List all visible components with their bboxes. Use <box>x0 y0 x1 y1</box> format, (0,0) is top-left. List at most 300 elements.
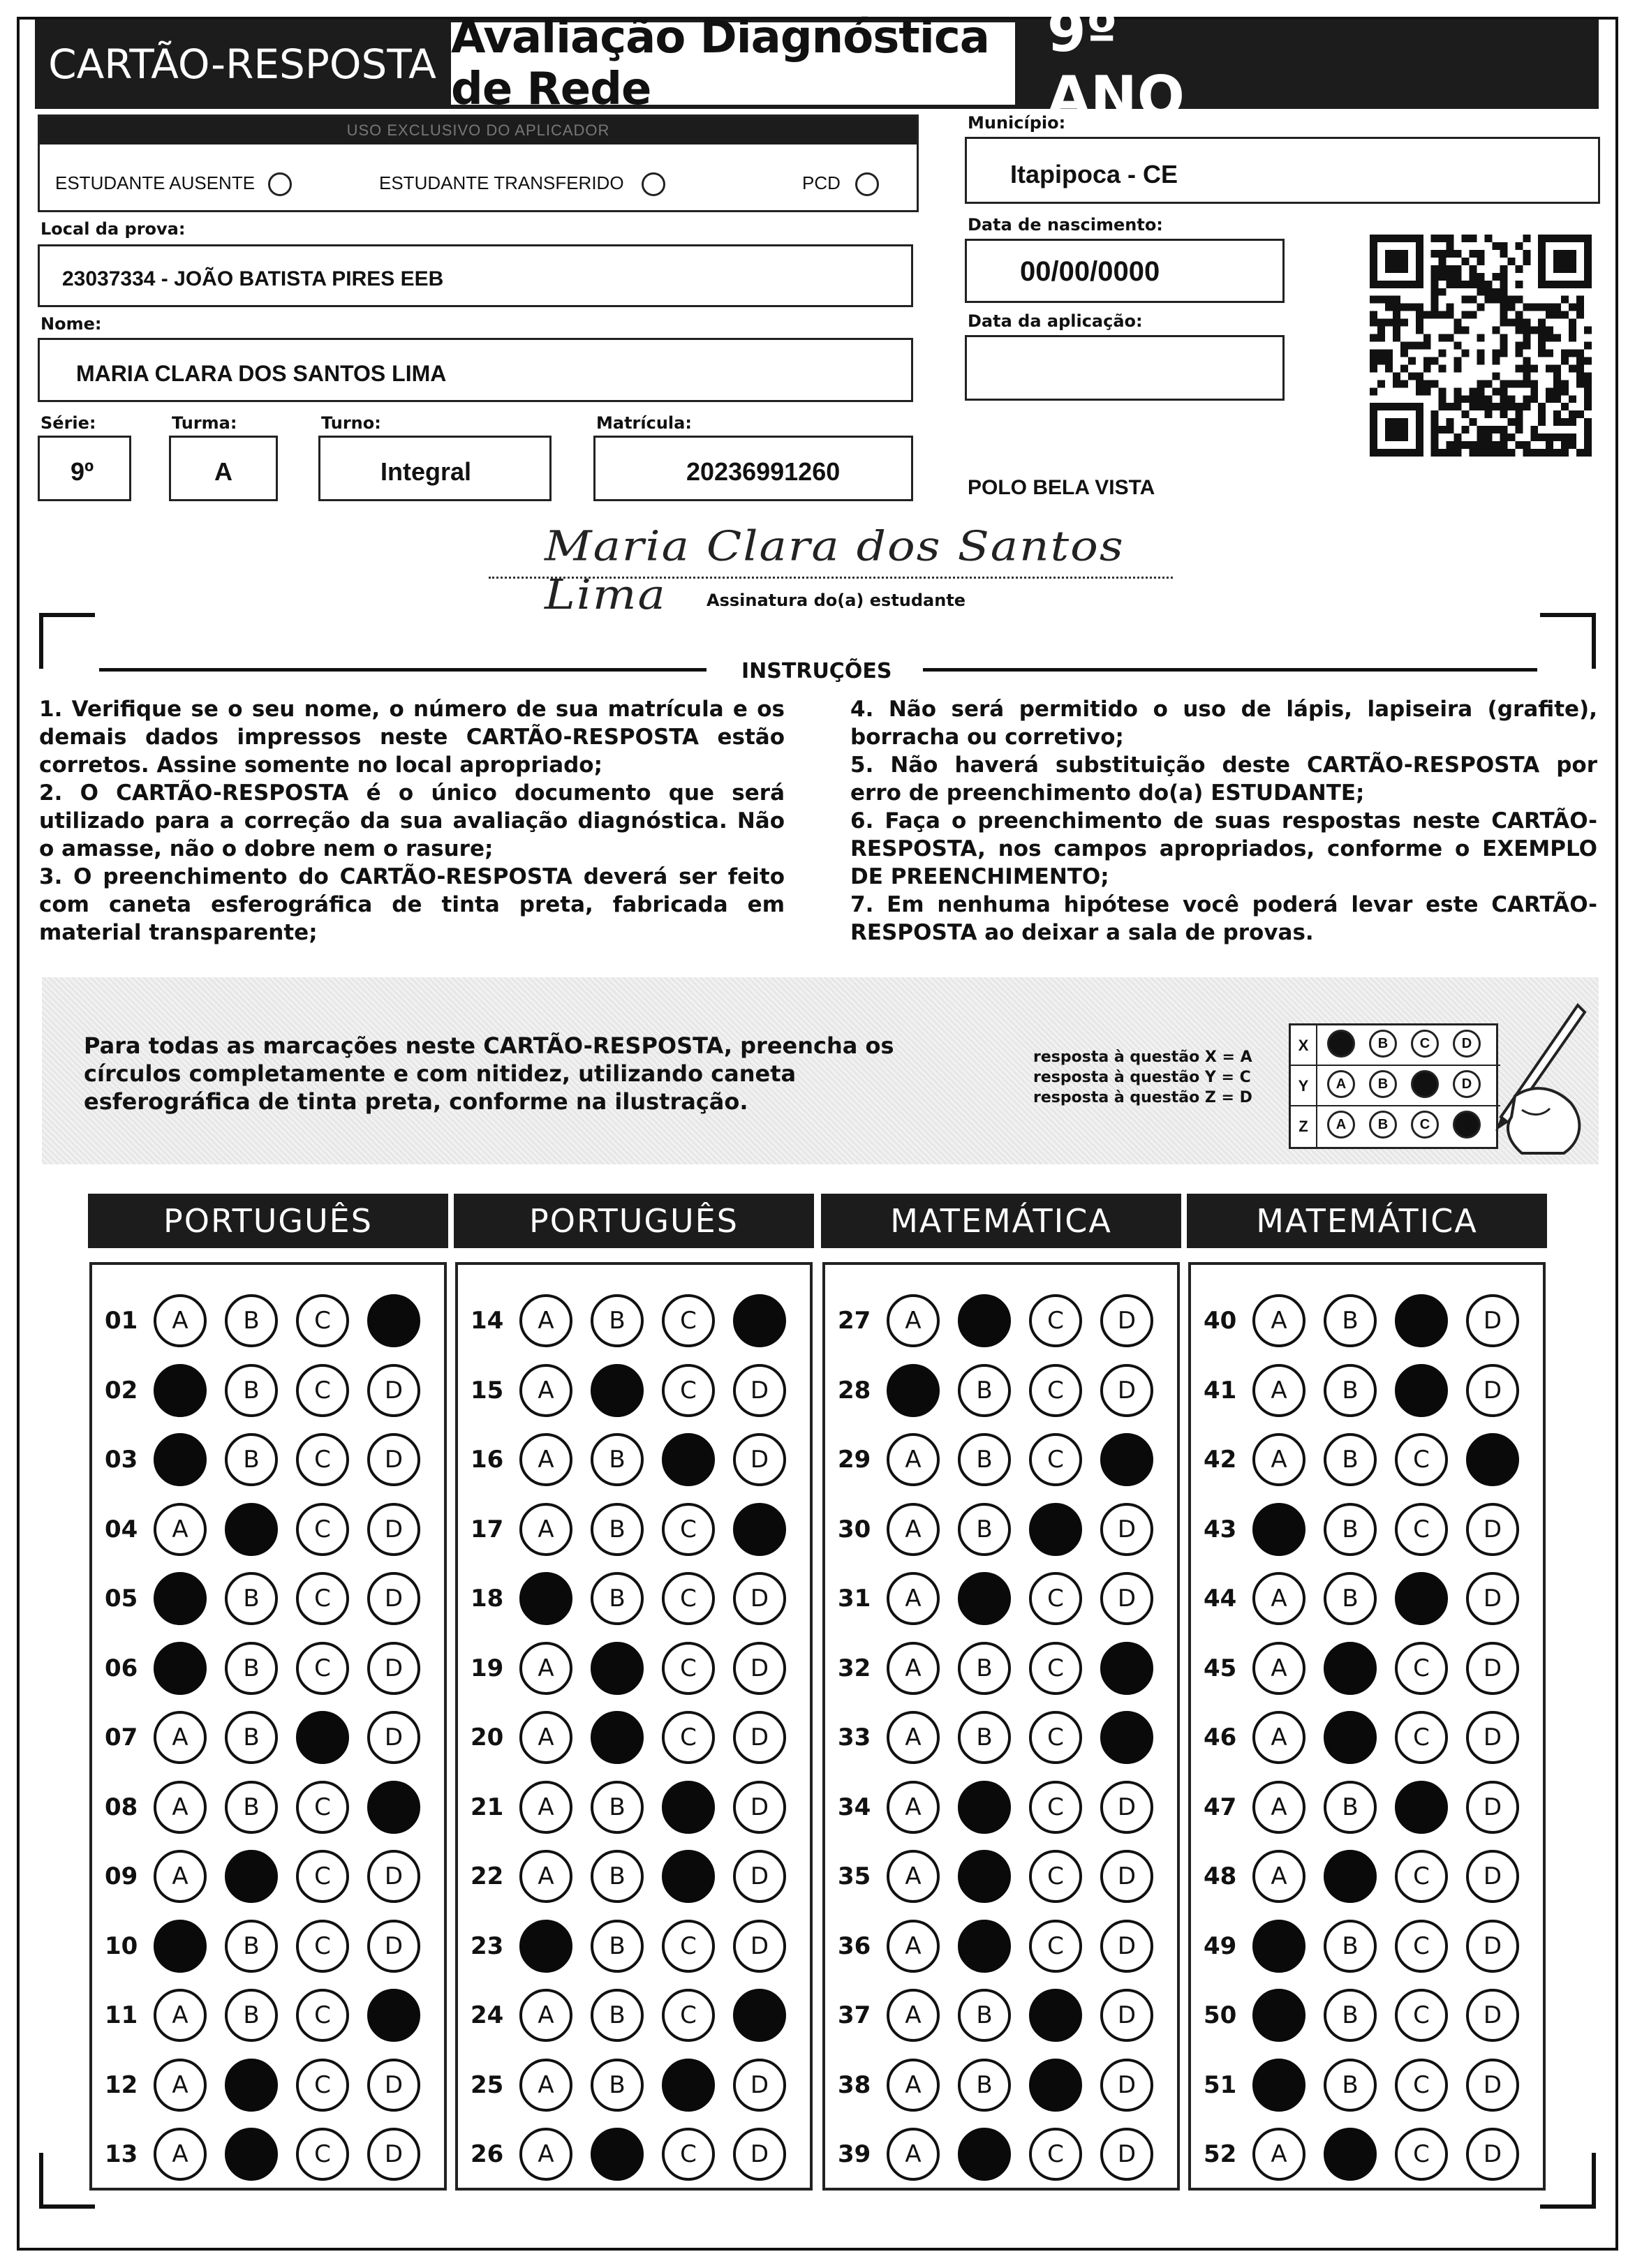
answer-bubble-a[interactable]: A <box>1252 1294 1305 1347</box>
answer-bubble-d[interactable]: D <box>1466 1294 1519 1347</box>
answer-bubble-b[interactable]: B <box>1324 1503 1377 1556</box>
answer-bubble-c[interactable]: C <box>662 1503 715 1556</box>
answer-bubble-c[interactable]: C <box>1395 1711 1448 1764</box>
answer-bubble-a[interactable]: A <box>887 1850 940 1903</box>
turma-field[interactable] <box>169 436 278 501</box>
instruction-item: 3. O preenchimento do CARTÃO-RESPOSTA deverá ser feito com caneta esferográfica de tinta preta, fabricada em material transparente; <box>39 864 785 945</box>
answer-bubble-c[interactable]: C <box>662 1572 715 1625</box>
matricula-field[interactable] <box>593 436 913 501</box>
question-column <box>89 1262 447 2191</box>
question-row <box>825 1432 1177 1488</box>
answer-bubble-a[interactable]: A <box>519 1920 572 1973</box>
answer-bubble-d[interactable]: D <box>1100 1711 1153 1764</box>
answer-bubble-d[interactable]: D <box>367 1711 420 1764</box>
answer-bubble-b[interactable]: B <box>1324 2059 1377 2112</box>
answer-bubble-b[interactable]: B <box>958 2128 1011 2181</box>
answer-bubble-d[interactable]: D <box>733 1572 786 1625</box>
corner-mark-bottom-left <box>39 2153 95 2209</box>
question-row <box>1191 1571 1543 1626</box>
answer-bubble-c[interactable]: C <box>662 1781 715 1834</box>
question-number: 41 <box>1204 1376 1237 1404</box>
answer-bubble-c[interactable]: C <box>296 1850 349 1903</box>
example-bubble-b: B <box>1369 1111 1397 1139</box>
corner-mark-bottom-right <box>1540 2153 1596 2209</box>
instruction-item: 6. Faça o preenchimento de suas respostas neste CARTÃO-RESPOSTA, nos campos apropriados, conforme o EXEMPLO DE PREENCHIMENTO; <box>850 808 1597 889</box>
answer-bubble-b[interactable]: B <box>225 1781 278 1834</box>
answer-bubble-d[interactable]: D <box>1100 1781 1153 1834</box>
answer-bubble-b[interactable]: B <box>225 1433 278 1486</box>
answer-bubble-c[interactable]: C <box>1395 2128 1448 2181</box>
question-row <box>92 1710 444 1765</box>
answer-bubble-d[interactable]: D <box>1100 2059 1153 2112</box>
question-row <box>458 1918 810 1974</box>
question-number: 21 <box>471 1793 504 1821</box>
answer-bubble-d[interactable]: D <box>733 1433 786 1486</box>
answer-bubble-d[interactable]: D <box>733 2128 786 2181</box>
answer-bubble-b[interactable]: B <box>958 1850 1011 1903</box>
question-row <box>825 1779 1177 1835</box>
answer-bubble-d[interactable]: D <box>733 1294 786 1347</box>
question-number: 09 <box>105 1862 138 1890</box>
answer-bubble-d[interactable]: D <box>1100 1294 1153 1347</box>
answer-bubble-c[interactable]: C <box>1029 1781 1082 1834</box>
answer-bubble-a[interactable]: A <box>154 1781 207 1834</box>
answer-bubble-a[interactable]: A <box>1252 1642 1305 1695</box>
nascimento-field[interactable] <box>965 239 1285 303</box>
question-row <box>92 1987 444 2043</box>
municipio-field[interactable] <box>965 137 1600 204</box>
matricula-label: Matrícula: <box>596 413 692 433</box>
answer-bubble-a[interactable]: A <box>519 1294 572 1347</box>
answer-bubble-d[interactable]: D <box>1466 1781 1519 1834</box>
answer-bubble-a[interactable]: A <box>519 1503 572 1556</box>
answer-bubble-d[interactable]: D <box>1466 1989 1519 2042</box>
answer-bubble-b[interactable]: B <box>1324 1364 1377 1417</box>
answer-bubble-a[interactable]: A <box>154 1503 207 1556</box>
question-number: 15 <box>471 1376 504 1404</box>
answer-bubble-a[interactable]: A <box>519 1433 572 1486</box>
answer-bubble-a[interactable]: A <box>154 1920 207 1973</box>
pcd-option[interactable] <box>802 172 879 196</box>
answer-bubble-a[interactable]: A <box>1252 1572 1305 1625</box>
answer-bubble-a[interactable]: A <box>887 2059 940 2112</box>
transferred-label: ESTUDANTE TRANSFERIDO <box>379 172 624 193</box>
question-number: 11 <box>105 2001 138 2029</box>
serie-value: 9º <box>71 457 94 486</box>
question-row <box>92 1571 444 1626</box>
answer-bubble-d[interactable]: D <box>733 1642 786 1695</box>
answer-bubble-c[interactable]: C <box>1029 1364 1082 1417</box>
turno-label: Turno: <box>321 413 381 433</box>
answer-bubble-c[interactable]: C <box>296 1989 349 2042</box>
instruction-item: 2. O CARTÃO-RESPOSTA é o único documento que será utilizado para a correção da sua avaliação diagnóstica. Não o amasse, não o dobre nem o rasure; <box>39 780 785 861</box>
question-number: 47 <box>1204 1793 1237 1821</box>
answer-bubble-b[interactable]: B <box>591 1920 644 1973</box>
answer-bubble-c[interactable]: C <box>1029 1433 1082 1486</box>
answer-bubble-c[interactable]: C <box>296 1920 349 1973</box>
answer-bubble-b[interactable]: B <box>591 1364 644 1417</box>
answer-bubble-d[interactable]: D <box>1100 1920 1153 1973</box>
answer-bubble-b[interactable]: B <box>958 1433 1011 1486</box>
question-row <box>825 1710 1177 1765</box>
answer-bubble-d[interactable]: D <box>1466 2128 1519 2181</box>
answer-bubble-a[interactable]: A <box>519 1989 572 2042</box>
transferred-option[interactable] <box>379 172 665 196</box>
question-number: 45 <box>1204 1654 1237 1682</box>
column-header: MATEMÁTICA <box>1187 1194 1547 1248</box>
answer-bubble-b[interactable]: B <box>1324 1294 1377 1347</box>
example-key: resposta à questão Z = D <box>1033 1089 1252 1106</box>
answer-bubble-b[interactable]: B <box>958 1572 1011 1625</box>
answer-bubble-a[interactable]: A <box>887 1433 940 1486</box>
answer-bubble-d[interactable]: D <box>367 1572 420 1625</box>
answer-bubble-d[interactable]: D <box>1100 1850 1153 1903</box>
serie-label: Série: <box>40 413 96 433</box>
pcd-checkbox[interactable] <box>855 172 879 196</box>
answer-bubble-a[interactable]: A <box>154 2059 207 2112</box>
answer-bubble-b[interactable]: B <box>225 1503 278 1556</box>
answer-bubble-b[interactable]: B <box>1324 1920 1377 1973</box>
answer-bubble-d[interactable]: D <box>1466 1920 1519 1973</box>
answer-bubble-d[interactable]: D <box>367 1364 420 1417</box>
answer-bubble-c[interactable]: C <box>296 1364 349 1417</box>
answer-bubble-c[interactable]: C <box>1029 1572 1082 1625</box>
question-number: 32 <box>838 1654 871 1682</box>
answer-bubble-c[interactable]: C <box>662 1642 715 1695</box>
answer-bubble-b[interactable]: B <box>958 1920 1011 1973</box>
answer-bubble-b[interactable]: B <box>225 1364 278 1417</box>
question-number: 25 <box>471 2070 504 2099</box>
answer-bubble-d[interactable]: D <box>367 1294 420 1347</box>
answer-bubble-c[interactable]: C <box>1395 1642 1448 1695</box>
question-column <box>1188 1262 1546 2191</box>
question-number: 12 <box>105 2070 138 2099</box>
answer-bubble-c[interactable]: C <box>662 1711 715 1764</box>
answer-bubble-c[interactable]: C <box>1395 1572 1448 1625</box>
question-number: 17 <box>471 1515 504 1543</box>
answer-bubble-c[interactable]: C <box>1029 1711 1082 1764</box>
answer-bubble-c[interactable]: C <box>1395 1364 1448 1417</box>
question-row <box>1191 1502 1543 1557</box>
answer-bubble-d[interactable]: D <box>1100 1989 1153 2042</box>
question-number: 35 <box>838 1862 871 1890</box>
answer-bubble-c[interactable]: C <box>296 1781 349 1834</box>
question-row <box>1191 2126 1543 2182</box>
question-row <box>1191 1848 1543 1904</box>
answer-bubble-b[interactable]: B <box>591 1781 644 1834</box>
answer-bubble-b[interactable]: B <box>958 1711 1011 1764</box>
corner-mark-top-right <box>1540 613 1596 669</box>
answer-bubble-c[interactable]: C <box>662 1294 715 1347</box>
answer-bubble-c[interactable]: C <box>662 1433 715 1486</box>
question-row <box>458 1848 810 1904</box>
answer-bubble-d[interactable]: D <box>1466 1503 1519 1556</box>
question-row <box>825 1502 1177 1557</box>
answer-bubble-c[interactable]: C <box>662 2059 715 2112</box>
answer-bubble-d[interactable]: D <box>1100 1364 1153 1417</box>
answer-bubble-b[interactable]: B <box>591 1850 644 1903</box>
question-row <box>458 2126 810 2182</box>
answer-bubble-c[interactable]: C <box>296 1503 349 1556</box>
answer-bubble-b[interactable]: B <box>225 1572 278 1625</box>
answer-bubble-b[interactable]: B <box>958 2059 1011 2112</box>
answer-bubble-a[interactable]: A <box>519 1850 572 1903</box>
answer-bubble-d[interactable]: D <box>733 1920 786 1973</box>
answer-bubble-a[interactable]: A <box>1252 2128 1305 2181</box>
signature-handwriting: Maria Clara dos Santos Lima <box>545 521 1125 619</box>
question-row <box>458 1710 810 1765</box>
answer-bubble-d[interactable]: D <box>367 1642 420 1695</box>
answer-bubble-b[interactable]: B <box>958 1781 1011 1834</box>
question-column <box>455 1262 813 2191</box>
answer-bubble-d[interactable]: D <box>1466 1850 1519 1903</box>
question-number: 07 <box>105 1724 138 1751</box>
answer-bubble-b[interactable]: B <box>1324 1711 1377 1764</box>
answer-bubble-d[interactable]: D <box>367 1989 420 2042</box>
answer-bubble-a[interactable]: A <box>887 1503 940 1556</box>
question-row <box>1191 1710 1543 1765</box>
answer-bubble-b[interactable]: B <box>591 1711 644 1764</box>
answer-bubble-c[interactable]: C <box>1029 1989 1082 2042</box>
answer-bubble-a[interactable]: A <box>1252 2059 1305 2112</box>
answer-bubble-a[interactable]: A <box>887 1294 940 1347</box>
answer-bubble-d[interactable]: D <box>733 1364 786 1417</box>
question-row <box>92 1640 444 1696</box>
answer-bubble-d[interactable]: D <box>1466 1364 1519 1417</box>
answer-bubble-c[interactable]: C <box>1395 1850 1448 1903</box>
answer-bubble-d[interactable]: D <box>1100 1433 1153 1486</box>
answer-bubble-b[interactable]: B <box>958 1642 1011 1695</box>
answer-bubble-a[interactable]: A <box>887 1989 940 2042</box>
answer-bubble-a[interactable]: A <box>1252 1781 1305 1834</box>
answer-bubble-b[interactable]: B <box>958 1294 1011 1347</box>
answer-bubble-a[interactable]: A <box>519 1364 572 1417</box>
name-field[interactable] <box>38 338 913 402</box>
answer-bubble-a[interactable]: A <box>887 1781 940 1834</box>
question-row <box>92 1502 444 1557</box>
answer-bubble-d[interactable]: D <box>733 2059 786 2112</box>
answer-bubble-a[interactable]: A <box>887 1642 940 1695</box>
answer-bubble-a[interactable]: A <box>887 1572 940 1625</box>
answer-bubble-a[interactable]: A <box>887 1711 940 1764</box>
answer-bubble-c[interactable]: C <box>296 1433 349 1486</box>
answer-bubble-b[interactable]: B <box>225 1920 278 1973</box>
answer-bubble-d[interactable]: D <box>733 1989 786 2042</box>
answer-bubble-c[interactable]: C <box>1029 1503 1082 1556</box>
answer-bubble-c[interactable]: C <box>662 2128 715 2181</box>
answer-bubble-a[interactable]: A <box>154 1294 207 1347</box>
answer-bubble-c[interactable]: C <box>662 1364 715 1417</box>
answer-bubble-b[interactable]: B <box>591 1503 644 1556</box>
answer-bubble-d[interactable]: D <box>367 1850 420 1903</box>
answer-bubble-b[interactable]: B <box>225 1294 278 1347</box>
question-row <box>458 1502 810 1557</box>
answer-bubble-a[interactable]: A <box>1252 1850 1305 1903</box>
answer-bubble-a[interactable]: A <box>887 1364 940 1417</box>
answer-bubble-c[interactable]: C <box>296 1642 349 1695</box>
answer-bubble-a[interactable]: A <box>1252 1433 1305 1486</box>
answer-bubble-b[interactable]: B <box>1324 1572 1377 1625</box>
answer-bubble-b[interactable]: B <box>958 1989 1011 2042</box>
answer-bubble-c[interactable]: C <box>296 1572 349 1625</box>
answer-bubble-a[interactable]: A <box>1252 1364 1305 1417</box>
answer-bubble-d[interactable]: D <box>1100 1572 1153 1625</box>
answer-bubble-b[interactable]: B <box>225 1711 278 1764</box>
answer-bubble-a[interactable]: A <box>519 1781 572 1834</box>
absent-option[interactable] <box>55 172 292 196</box>
answer-bubble-d[interactable]: D <box>1466 2059 1519 2112</box>
answer-bubble-b[interactable]: B <box>225 1850 278 1903</box>
question-number: 05 <box>105 1585 138 1613</box>
question-row <box>825 1848 1177 1904</box>
answer-bubble-d[interactable]: D <box>367 1781 420 1834</box>
answer-bubble-b[interactable]: B <box>225 2128 278 2181</box>
answer-bubble-c[interactable]: C <box>1029 1294 1082 1347</box>
example-bubble-d: D <box>1453 1111 1481 1139</box>
answer-bubble-b[interactable]: B <box>591 1433 644 1486</box>
answer-bubble-a[interactable]: A <box>154 1850 207 1903</box>
answer-bubble-d[interactable]: D <box>1466 1433 1519 1486</box>
answer-bubble-c[interactable]: C <box>1029 1850 1082 1903</box>
question-number: 34 <box>838 1793 871 1821</box>
answer-bubble-d[interactable]: D <box>1466 1572 1519 1625</box>
answer-bubble-b[interactable]: B <box>1324 1781 1377 1834</box>
signature-line <box>489 577 1173 579</box>
answer-bubble-b[interactable]: B <box>1324 1989 1377 2042</box>
answer-bubble-a[interactable]: A <box>1252 1503 1305 1556</box>
answer-bubble-c[interactable]: C <box>1029 2128 1082 2181</box>
question-number: 51 <box>1204 2070 1237 2099</box>
aplicacao-label: Data da aplicação: <box>968 311 1143 331</box>
answer-bubble-d[interactable]: D <box>733 1850 786 1903</box>
instructions-right <box>850 695 1597 947</box>
answer-bubble-a[interactable]: A <box>154 1989 207 2042</box>
answer-bubble-b[interactable]: B <box>1324 1850 1377 1903</box>
answer-bubble-c[interactable]: C <box>1029 1642 1082 1695</box>
question-row <box>458 1987 810 2043</box>
answer-bubble-a[interactable]: A <box>154 1572 207 1625</box>
answer-bubble-b[interactable]: B <box>591 2059 644 2112</box>
answer-bubble-d[interactable]: D <box>367 1433 420 1486</box>
question-row <box>1191 1918 1543 1974</box>
answer-bubble-d[interactable]: D <box>367 1920 420 1973</box>
answer-bubble-c[interactable]: C <box>1395 1781 1448 1834</box>
question-number: 48 <box>1204 1862 1237 1890</box>
name-value: MARIA CLARA DOS SANTOS LIMA <box>76 361 447 386</box>
answer-bubble-a[interactable]: A <box>154 1364 207 1417</box>
example-bubble-c: C <box>1411 1111 1439 1139</box>
answer-bubble-d[interactable]: D <box>733 1711 786 1764</box>
answer-bubble-a[interactable]: A <box>154 2128 207 2181</box>
answer-bubble-c[interactable]: C <box>1395 1920 1448 1973</box>
answer-bubble-a[interactable]: A <box>519 1572 572 1625</box>
serie-field[interactable] <box>38 436 131 501</box>
answer-bubble-a[interactable]: A <box>519 2128 572 2181</box>
question-row <box>458 1293 810 1349</box>
answer-bubble-b[interactable]: B <box>1324 1433 1377 1486</box>
answer-bubble-a[interactable]: A <box>887 1920 940 1973</box>
answer-bubble-c[interactable]: C <box>662 1920 715 1973</box>
answer-bubble-c[interactable]: C <box>1395 1294 1448 1347</box>
question-row <box>1191 2057 1543 2113</box>
answer-bubble-a[interactable]: A <box>1252 1920 1305 1973</box>
answer-bubble-c[interactable]: C <box>1395 1989 1448 2042</box>
qr-code <box>1367 235 1595 457</box>
answer-bubble-c[interactable]: C <box>296 2128 349 2181</box>
question-row <box>825 2126 1177 2182</box>
answer-bubble-b[interactable]: B <box>591 1572 644 1625</box>
question-number: 06 <box>105 1654 138 1682</box>
answer-bubble-b[interactable]: B <box>225 2059 278 2112</box>
transferred-checkbox[interactable] <box>642 172 665 196</box>
answer-bubble-b[interactable]: B <box>591 1989 644 2042</box>
answer-bubble-a[interactable]: A <box>154 1642 207 1695</box>
answer-bubble-a[interactable]: A <box>1252 1711 1305 1764</box>
example-keys <box>1033 1047 1252 1108</box>
answer-bubble-c[interactable]: C <box>1395 2059 1448 2112</box>
answer-bubble-d[interactable]: D <box>1466 1642 1519 1695</box>
answer-bubble-c[interactable]: C <box>296 1294 349 1347</box>
turno-field[interactable] <box>318 436 552 501</box>
answer-bubble-d[interactable]: D <box>367 2059 420 2112</box>
answer-bubble-d[interactable]: D <box>1100 1642 1153 1695</box>
question-number: 38 <box>838 2070 871 2099</box>
answer-bubble-c[interactable]: C <box>296 1711 349 1764</box>
local-field[interactable] <box>38 244 913 307</box>
answer-bubble-d[interactable]: D <box>733 1503 786 1556</box>
answer-bubble-c[interactable]: C <box>662 1850 715 1903</box>
answer-bubble-b[interactable]: B <box>225 1989 278 2042</box>
answer-bubble-b[interactable]: B <box>958 1503 1011 1556</box>
answer-bubble-b[interactable]: B <box>225 1642 278 1695</box>
answer-bubble-c[interactable]: C <box>1395 1433 1448 1486</box>
aplicacao-field[interactable] <box>965 335 1285 401</box>
answer-bubble-c[interactable]: C <box>296 2059 349 2112</box>
answer-bubble-c[interactable]: C <box>1395 1503 1448 1556</box>
answer-bubble-c[interactable]: C <box>1029 1920 1082 1973</box>
answer-bubble-a[interactable]: A <box>1252 1989 1305 2042</box>
answer-bubble-d[interactable]: D <box>733 1781 786 1834</box>
answer-bubble-c[interactable]: C <box>662 1989 715 2042</box>
answer-bubble-b[interactable]: B <box>591 1642 644 1695</box>
answer-bubble-a[interactable]: A <box>519 1711 572 1764</box>
answer-bubble-d[interactable]: D <box>1466 1711 1519 1764</box>
example-bubble-a: A <box>1327 1070 1355 1098</box>
absent-checkbox[interactable] <box>268 172 292 196</box>
answer-bubble-a[interactable]: A <box>887 2128 940 2181</box>
answer-bubble-b[interactable]: B <box>1324 1642 1377 1695</box>
example-text: Para todas as marcações neste CARTÃO-RESPOSTA, preencha os círculos completamente e com nitidez, utilizando caneta esferográfica de tinta preta, conforme na ilustração. <box>84 1032 894 1115</box>
question-row <box>92 1293 444 1349</box>
question-number: 03 <box>105 1446 138 1474</box>
answer-bubble-d[interactable]: D <box>367 2128 420 2181</box>
question-number: 27 <box>838 1307 871 1335</box>
answer-bubble-a[interactable]: A <box>154 1711 207 1764</box>
answer-bubble-b[interactable]: B <box>591 1294 644 1347</box>
answer-bubble-a[interactable]: A <box>519 1642 572 1695</box>
answer-bubble-c[interactable]: C <box>1029 2059 1082 2112</box>
answer-bubble-a[interactable]: A <box>154 1433 207 1486</box>
example-row-label: Y <box>1291 1066 1317 1106</box>
question-row <box>458 1432 810 1488</box>
answer-bubble-d[interactable]: D <box>1100 1503 1153 1556</box>
answer-bubble-d[interactable]: D <box>367 1503 420 1556</box>
answer-bubble-a[interactable]: A <box>519 2059 572 2112</box>
answer-bubble-b[interactable]: B <box>1324 2128 1377 2181</box>
answer-bubble-b[interactable]: B <box>958 1364 1011 1417</box>
answer-bubble-d[interactable]: D <box>1100 2128 1153 2181</box>
answer-bubble-b[interactable]: B <box>591 2128 644 2181</box>
